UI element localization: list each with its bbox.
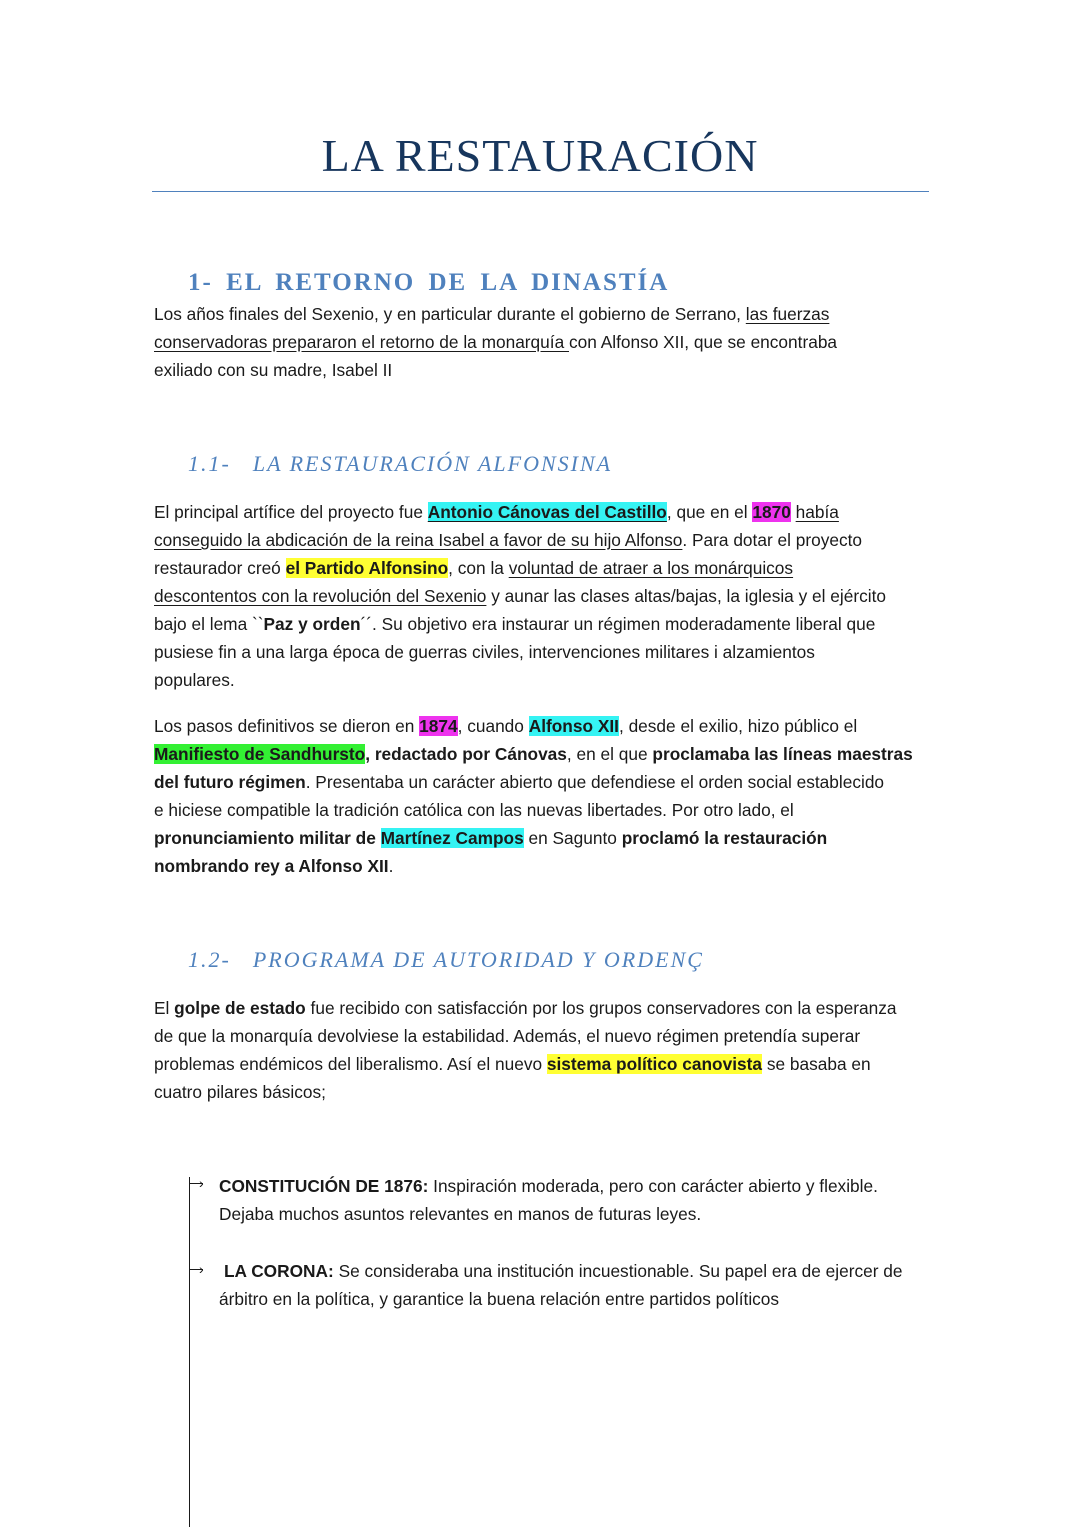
bold-text: , redactado por Cánovas [365,744,567,764]
text-run: , cuando [457,716,529,736]
text-run: fue recibido con satisfacción por los grupos conservadores con la esperanza [305,998,897,1018]
arrow-right-icon: › [199,1175,204,1191]
text-run: en Sagunto [523,828,622,848]
text-run: e hiciese compatible la tradición católica con las nuevas libertades. Por otro lado, el [154,800,794,820]
paragraph-line [219,1257,939,1285]
paragraph-line [154,1022,934,1050]
bold-text: Paz y orden [263,614,361,634]
highlight-martinez-campos: Martínez Campos [380,828,524,848]
highlight-sistema-canovista: sistema político canovista [546,1054,763,1074]
text-run: , con la [448,558,509,578]
text-run: populares. [154,670,235,690]
arrow-right-icon: › [199,1261,204,1277]
section-title: LA RESTAURACIÓN ALFONSINA [252,451,613,476]
text-run: El [154,998,175,1018]
text-run: , en el que [566,744,653,764]
text-run: Los pasos definitivos se dieron en [154,716,420,736]
bold-text: nombrando rey a Alfonso XII [154,856,389,876]
paragraph-line [154,356,934,384]
highlight-manifiesto: Manifiesto de Sandhursto [154,744,366,764]
title-underline [152,191,929,192]
section-1-1-paragraph-2 [154,712,934,880]
text-run: y aunar las clases altas/bajas, la iglesia y el ejército [486,586,886,606]
bold-text: golpe de estado [174,998,306,1018]
text-run: con Alfonso XII, que se encontraba [569,332,838,352]
paragraph-line [154,610,934,638]
underlined-text: las fuerzas [745,304,830,324]
paragraph-line [154,666,934,694]
paragraph-line [154,740,934,768]
paragraph-line [219,1172,939,1200]
bold-text: del futuro régimen [154,772,306,792]
highlight-partido-alfonsino: el Partido Alfonsino [285,558,449,578]
highlight-year-1870: 1870 [752,502,791,522]
paragraph-line [154,796,934,824]
page-title: LA RESTAURACIÓN [321,130,759,181]
bold-text: proclamaba las líneas maestras [652,744,913,764]
underlined-text: había [795,502,839,522]
section-number: 1.1- [188,451,231,476]
paragraph-line [154,824,934,852]
paragraph-line [154,554,934,582]
text-run: de que la monarquía devolviese la estabilidad. Además, el nuevo régimen pretendía superar [154,1026,861,1046]
text-run: Los años finales del Sexenio, y en particular durante el gobierno de Serrano, [154,304,746,324]
paragraph-line [154,1078,934,1106]
pillar-item-constitucion [219,1172,939,1228]
text-run: pusiese fin a una larga época de guerras civiles, intervenciones militares i alzamientos [154,642,815,662]
text-run: . Para dotar el proyecto [682,530,863,550]
text-run: , que en el [666,502,753,522]
text-run: , desde el exilio, hizo público el [618,716,858,736]
paragraph-line [154,768,934,796]
pillar-label: LA CORONA: [224,1261,334,1281]
section-1-1-paragraph-1 [154,498,934,694]
text-run: Inspiración moderada, pero con carácter abierto y flexible. [428,1176,878,1196]
section-title: PROGRAMA DE AUTORIDAD Y ORDENÇ [252,947,704,972]
text-run: ´´. Su objetivo era instaurar un régimen moderadamente liberal que [360,614,876,634]
text-run: árbitro en la política, y garantice la buena relación entre partidos políticos [219,1289,780,1309]
text-run: exiliado con su madre, Isabel II [154,360,393,380]
paragraph-line [154,994,934,1022]
text-run: problemas endémicos del liberalismo. Así el nuevo [154,1054,547,1074]
section-1-2-heading [188,945,704,975]
underlined-text: conservadoras prepararon el retorno de la monarquía [154,332,569,352]
paragraph-line [154,300,934,328]
paragraph-line [154,712,934,740]
paragraph-line [154,526,934,554]
section-1-paragraph [154,300,934,384]
text-run: Se consideraba una institución incuestionable. Su papel era de ejercer de [333,1261,903,1281]
pillar-item-corona [219,1257,939,1313]
pillars-bracket-line [189,1177,190,1527]
paragraph-line [154,852,934,880]
section-number: 1.2- [188,947,231,972]
section-1-2-paragraph [154,994,934,1106]
highlight-alfonso-xii: Alfonso XII [528,716,619,736]
text-run: bajo el lema `` [154,614,264,634]
text-run: restaurador creó [154,558,286,578]
underlined-text: conseguido la abdicación de la reina Isabel a favor de su hijo Alfonso [154,530,683,550]
bold-text: pronunciamiento militar de [154,828,381,848]
paragraph-line [154,328,934,356]
underlined-text: descontentos con la revolución del Sexenio [154,586,487,606]
paragraph-line [154,1050,934,1078]
highlight-canovas: Antonio Cánovas del Castillo [427,502,667,522]
paragraph-line [219,1285,939,1313]
bold-text: proclamó la restauración [621,828,828,848]
section-1-1-heading [188,449,612,479]
text-run: El principal artífice del proyecto fue [154,502,428,522]
pillar-label: CONSTITUCIÓN DE 1876: [219,1176,429,1196]
text-run: cuatro pilares básicos; [154,1082,326,1102]
text-run: . [388,856,394,876]
paragraph-line [219,1200,939,1228]
text-run: se basaba en [762,1054,871,1074]
paragraph-line [154,582,934,610]
section-1-heading: 1- EL RETORNO DE LA DINASTÍA [188,269,670,296]
highlight-year-1874: 1874 [419,716,458,736]
underlined-text: voluntad de atraer a los monárquicos [508,558,794,578]
paragraph-line [154,498,934,526]
text-run: . Presentaba un carácter abierto que defendiese el orden social establecido [305,772,885,792]
text-run: Dejaba muchos asuntos relevantes en manos de futuras leyes. [219,1204,702,1224]
paragraph-line [154,638,934,666]
